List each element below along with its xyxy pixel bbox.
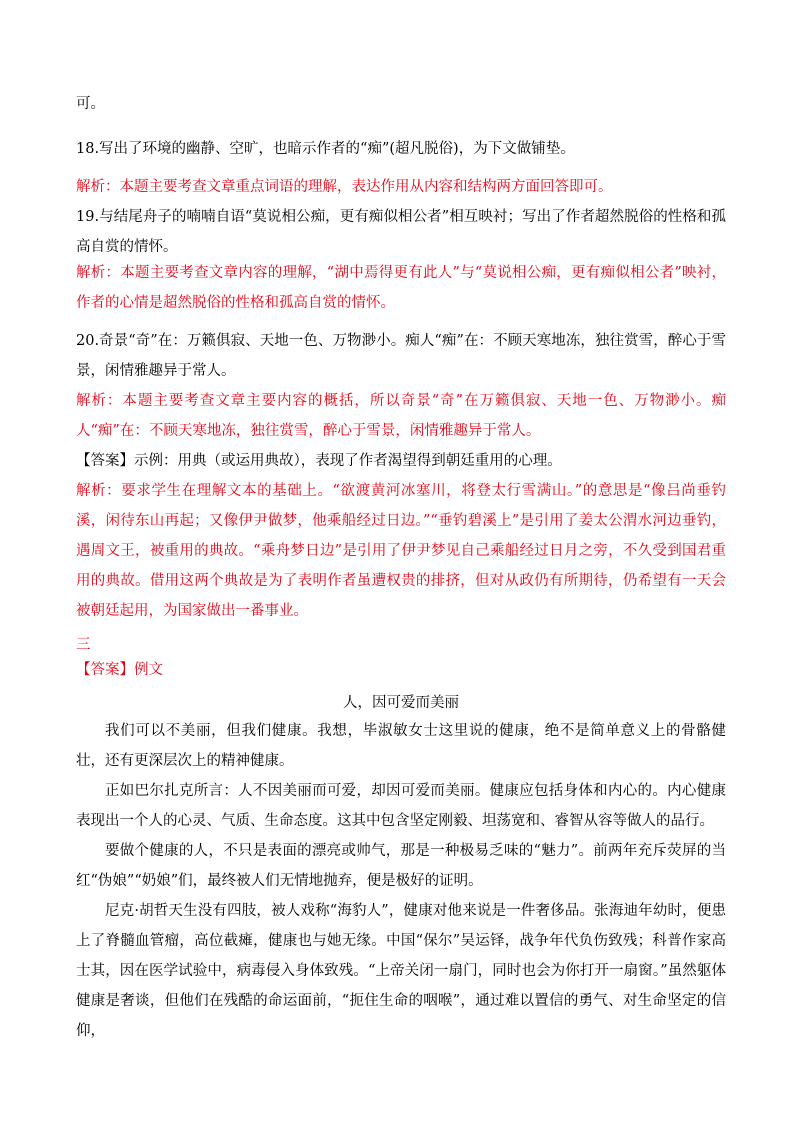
essay-title: 人，因可爱而美丽 [343, 695, 459, 711]
answer-19: 19.与结尾舟子的喃喃自语“莫说相公痴，更有痴似相公者”相互映衬；写出了作者超然脱俗的性格和孤高自赏的情怀。 [76, 209, 726, 255]
answer-21: 【答案】示例：用典（或运用典故），表现了作者渴望得到朝廷重用的心理。 [76, 453, 562, 469]
essay-paragraph-2: 正如巴尔扎克所言：人不因美丽而可爱，却因可爱而美丽。健康应包括身体和内心的。内心健康表现出一个人的心灵、气质、生命态度。这其中包含坚定刚毅、坦荡宽和、睿智从容等做人的品行。 [76, 783, 726, 829]
analysis-19: 解析：本题主要考查文章内容的理解，“湖中焉得更有此人”与“莫说相公痴，更有痴似相公者”映衬，作者的心情是超然脱俗的性格和孤高自赏的情怀。 [76, 265, 726, 311]
answer-20: 20.奇景“奇”在：万籁俱寂、天地一色、万物渺小。痴人“痴”在：不顾天寒地冻，独往赏雪，醉心于雪景，闲情雅趣异于常人。 [76, 333, 726, 379]
analysis-20: 解析：本题主要考查文章主要内容的概括，所以奇景“奇”在万籁俱寂、天地一色、万物渺小。痴人“痴”在：不顾天寒地冻，独往赏雪，醉心于雪景，闲情雅趣异于常人。 [76, 393, 726, 439]
essay-answer-label: 【答案】例文 [76, 662, 163, 678]
essay-paragraph-1: 我们可以不美丽，但我们健康。我想，毕淑敏女士这里说的健康，绝不是简单意义上的骨骼健壮，还有更深层次上的精神健康。 [76, 723, 726, 769]
analysis-18: 解析：本题主要考查文章重点词语的理解，表达作用从内容和结构两方面回答即可。 [76, 179, 613, 195]
essay-paragraph-3: 要做个健康的人，不只是表面的漂亮或帅气，那是一种极易乏味的“魅力”。前两年充斥荧屏的当红“伪娘”“奶娘”们，最终被人们无情地抛弃，便是极好的证明。 [76, 843, 726, 889]
answer-17-continuation: 可。 [76, 96, 105, 112]
answer-18: 18.写出了环境的幽静、空旷，也暗示作者的“痴”(超凡脱俗)，为下文做铺垫。 [76, 141, 575, 157]
section-three-heading: 三 [76, 637, 91, 653]
analysis-21: 解析：要求学生在理解文本的基础上。“欲渡黄河冰塞川，将登太行雪满山。”的意思是“像吕尚垂钓溪，闲待东山再起；又像伊尹做梦，他乘船经过日边。”“垂钓碧溪上”是引用了姜太公渭水河边垂钓，遇周文王，被重用的典故。“乘舟梦日边”是引用了伊尹梦见自己乘船经过日月之旁，不久受到国君重用的典故。借用这两个典故是为了表明作者虽遭权贵的排挤，但对从政仍有所期待，仍希望有一天会被朝廷起用，为国家做出一番事业。 [76, 483, 726, 619]
essay-paragraph-4: 尼克·胡哲天生没有四肢，被人戏称“海豹人”，健康对他来说是一件奢侈品。张海迪年幼时，便患上了脊髓血管瘤，高位截瘫，健康也与她无缘。中国“保尔”吴运铎，战争年代负伤致残；科普作家高士其，因在医学试验中，病毒侵入身体致残。“上帝关闭一扇门，同时也会为你打开一扇窗。”虽然躯体健康是奢谈，但他们在残酷的命运面前，“扼住生命的咽喉”，通过难以置信的勇气、对生命坚定的信仰， [76, 903, 726, 1039]
